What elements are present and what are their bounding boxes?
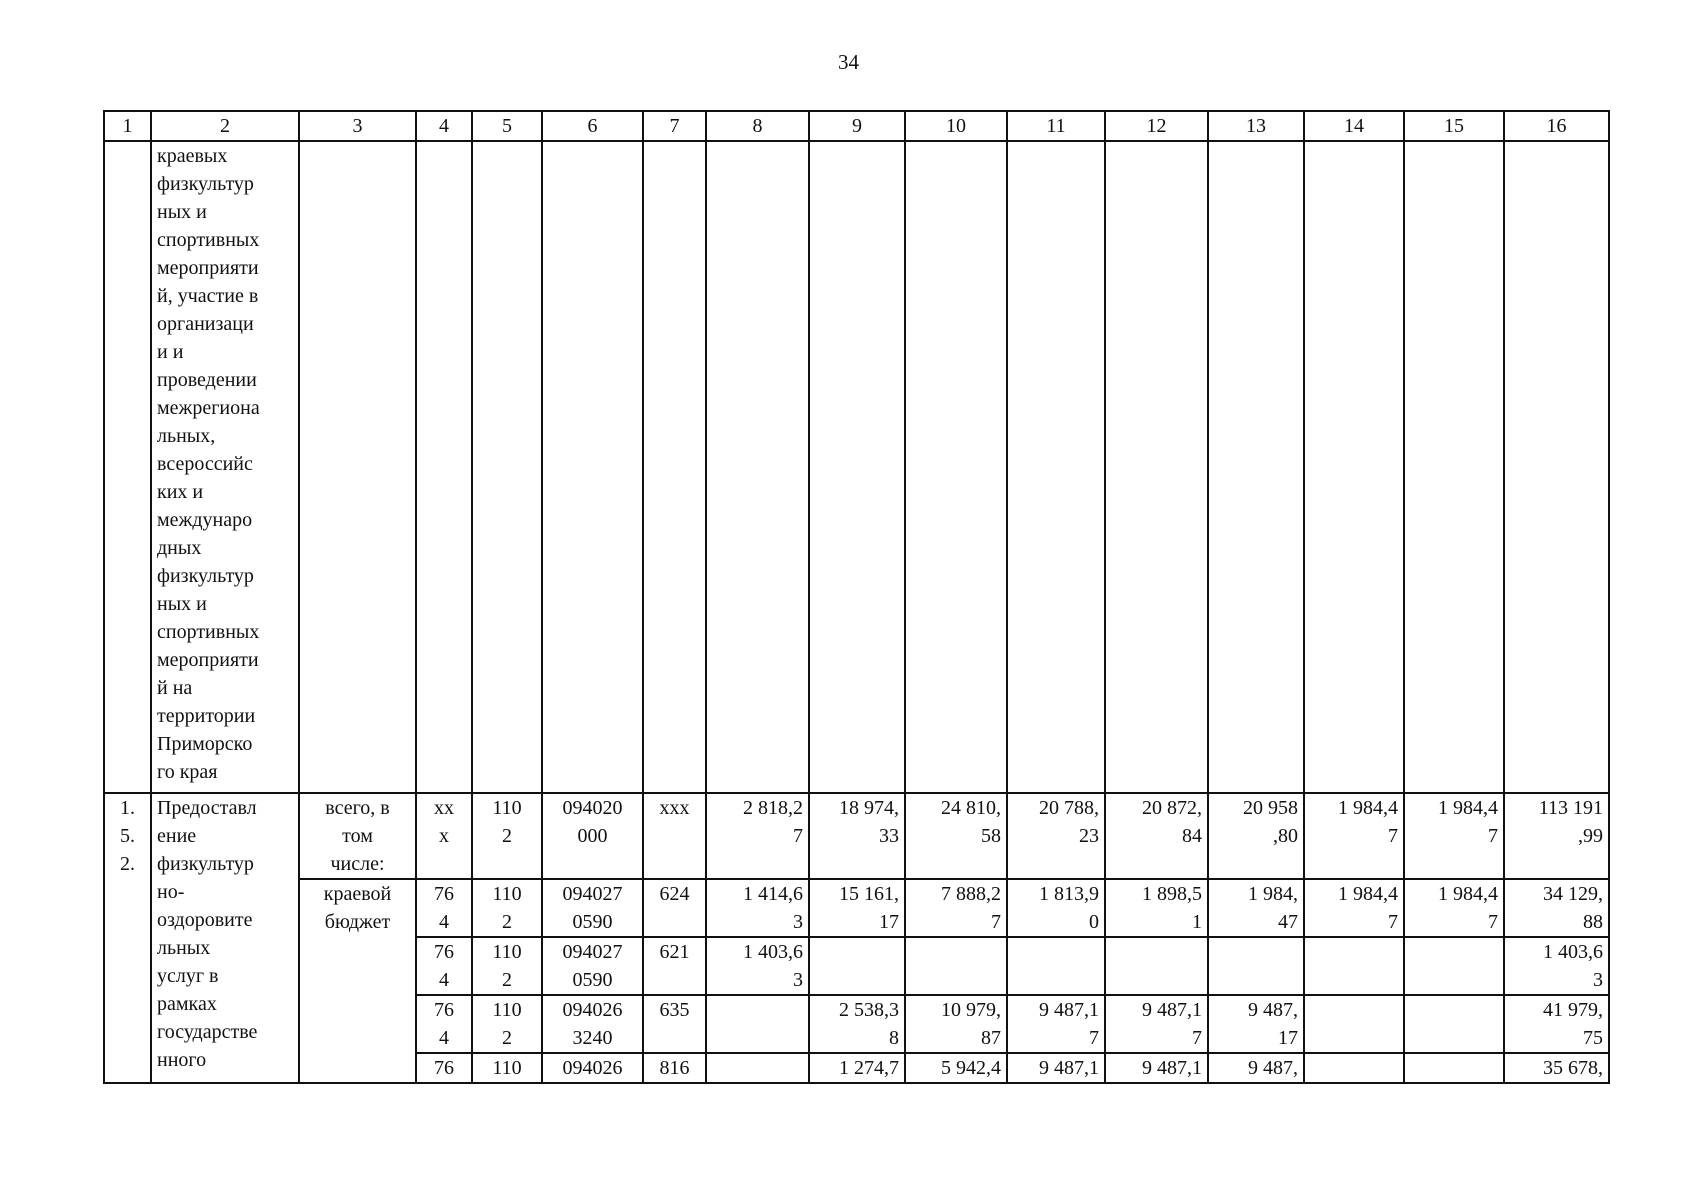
item-description: Предоставл ение физкультур но- оздоровите льных услуг в рамках государстве нного bbox=[151, 793, 299, 1083]
table-cell bbox=[706, 1053, 809, 1083]
table-cell: 76 4 bbox=[416, 879, 472, 937]
table-row bbox=[104, 793, 1609, 879]
header-cell: 2 bbox=[151, 111, 299, 141]
header-cell: 6 bbox=[542, 111, 643, 141]
table-cell: 9 487,1 7 bbox=[1007, 995, 1105, 1053]
table-cell: 76 bbox=[416, 1053, 472, 1083]
table-cell bbox=[1504, 141, 1609, 793]
table-cell: 624 bbox=[643, 879, 706, 937]
item-number: 1. 5. 2. bbox=[104, 793, 151, 1083]
table-cell bbox=[809, 141, 905, 793]
table-cell bbox=[1208, 937, 1304, 995]
table-cell bbox=[706, 141, 809, 793]
table-cell: 76 4 bbox=[416, 937, 472, 995]
table-cell bbox=[1404, 995, 1504, 1053]
table-cell bbox=[1105, 141, 1208, 793]
table-cell: 816 bbox=[643, 1053, 706, 1083]
table-cell: 1 984,4 7 bbox=[1304, 793, 1404, 879]
continuation-row bbox=[104, 141, 1609, 793]
table-cell: 110 bbox=[472, 1053, 542, 1083]
funding-source: краевой бюджет bbox=[299, 879, 416, 1083]
table-cell: 7 888,2 7 bbox=[905, 879, 1007, 937]
table-cell: 621 bbox=[643, 937, 706, 995]
header-cell: 8 bbox=[706, 111, 809, 141]
table-cell: 094027 0590 bbox=[542, 879, 643, 937]
table-cell bbox=[1208, 141, 1304, 793]
table-cell bbox=[299, 141, 416, 793]
header-cell: 5 bbox=[472, 111, 542, 141]
table-cell bbox=[1304, 937, 1404, 995]
table-cell: 20 872, 84 bbox=[1105, 793, 1208, 879]
header-cell: 11 bbox=[1007, 111, 1105, 141]
table-cell: 20 788, 23 bbox=[1007, 793, 1105, 879]
table-cell: 9 487,1 bbox=[1105, 1053, 1208, 1083]
table-cell bbox=[472, 141, 542, 793]
table-cell: 20 958 ,80 bbox=[1208, 793, 1304, 879]
table-cell: 2 538,3 8 bbox=[809, 995, 905, 1053]
table-cell: 2 818,2 7 bbox=[706, 793, 809, 879]
table-cell: 34 129, 88 bbox=[1504, 879, 1609, 937]
table-cell bbox=[1007, 141, 1105, 793]
header-cell: 9 bbox=[809, 111, 905, 141]
header-cell: 16 bbox=[1504, 111, 1609, 141]
table-cell: 1 984,4 7 bbox=[1404, 879, 1504, 937]
header-cell: 10 bbox=[905, 111, 1007, 141]
table-cell: 24 810, 58 bbox=[905, 793, 1007, 879]
table-cell: 1 274,7 bbox=[809, 1053, 905, 1083]
table-cell: 1 984,4 7 bbox=[1304, 879, 1404, 937]
table-cell: 35 678, bbox=[1504, 1053, 1609, 1083]
header-row bbox=[104, 111, 1609, 141]
table-row bbox=[104, 879, 1609, 937]
table-cell: 094027 0590 bbox=[542, 937, 643, 995]
table-cell: 1 984,4 7 bbox=[1404, 793, 1504, 879]
table-cell: 9 487, bbox=[1208, 1053, 1304, 1083]
table-cell bbox=[1105, 937, 1208, 995]
table-cell: 18 974, 33 bbox=[809, 793, 905, 879]
table-cell: 41 979, 75 bbox=[1504, 995, 1609, 1053]
table-cell: 9 487, 17 bbox=[1208, 995, 1304, 1053]
table-cell bbox=[416, 141, 472, 793]
table-cell: 1 898,5 1 bbox=[1105, 879, 1208, 937]
table-cell bbox=[542, 141, 643, 793]
table-cell: 635 bbox=[643, 995, 706, 1053]
table-cell bbox=[905, 141, 1007, 793]
table-cell bbox=[1404, 937, 1504, 995]
header-cell: 1 bbox=[104, 111, 151, 141]
table-cell: 76 4 bbox=[416, 995, 472, 1053]
table-cell bbox=[809, 937, 905, 995]
page-number: 34 bbox=[838, 50, 859, 74]
table-cell: 1 813,9 0 bbox=[1007, 879, 1105, 937]
header-cell: 7 bbox=[643, 111, 706, 141]
table-cell: 094026 3240 bbox=[542, 995, 643, 1053]
header-cell: 14 bbox=[1304, 111, 1404, 141]
table-cell bbox=[643, 141, 706, 793]
table-cell bbox=[706, 995, 809, 1053]
table-cell: 1 403,6 3 bbox=[706, 937, 809, 995]
table-cell bbox=[1404, 1053, 1504, 1083]
table-cell: 5 942,4 bbox=[905, 1053, 1007, 1083]
table-cell: 9 487,1 bbox=[1007, 1053, 1105, 1083]
table-cell: 15 161, 17 bbox=[809, 879, 905, 937]
header-cell: 13 bbox=[1208, 111, 1304, 141]
table-cell: 9 487,1 7 bbox=[1105, 995, 1208, 1053]
table-cell: 110 2 bbox=[472, 879, 542, 937]
table-cell: 110 2 bbox=[472, 995, 542, 1053]
table-cell: ххх bbox=[643, 793, 706, 879]
table-cell bbox=[1304, 1053, 1404, 1083]
table-cell bbox=[905, 937, 1007, 995]
table-cell bbox=[1304, 141, 1404, 793]
table-cell bbox=[104, 141, 151, 793]
table-cell: 094020 000 bbox=[542, 793, 643, 879]
table-cell bbox=[1404, 141, 1504, 793]
table-cell: хх х bbox=[416, 793, 472, 879]
header-cell: 15 bbox=[1404, 111, 1504, 141]
header-cell: 4 bbox=[416, 111, 472, 141]
table-cell: 1 984, 47 bbox=[1208, 879, 1304, 937]
table-cell: 1 414,6 3 bbox=[706, 879, 809, 937]
table-cell bbox=[1007, 937, 1105, 995]
table-cell: 1 403,6 3 bbox=[1504, 937, 1609, 995]
table-cell: 110 2 bbox=[472, 793, 542, 879]
budget-table bbox=[103, 110, 1610, 1084]
funding-source: всего, в том числе: bbox=[299, 793, 416, 879]
header-cell: 3 bbox=[299, 111, 416, 141]
table-cell bbox=[1304, 995, 1404, 1053]
table-cell: 10 979, 87 bbox=[905, 995, 1007, 1053]
item-description-continued: краевых физкультур ных и спортивных мероприяти й, участие в организаци и и проведении межрегиона льных, всероссийс ких и междунаро дных физкультур ных и спортивных мероприяти й на территории Приморско го края bbox=[151, 141, 299, 793]
header-cell: 12 bbox=[1105, 111, 1208, 141]
table-cell: 094026 bbox=[542, 1053, 643, 1083]
table-cell: 113 191 ,99 bbox=[1504, 793, 1609, 879]
table-cell: 110 2 bbox=[472, 937, 542, 995]
